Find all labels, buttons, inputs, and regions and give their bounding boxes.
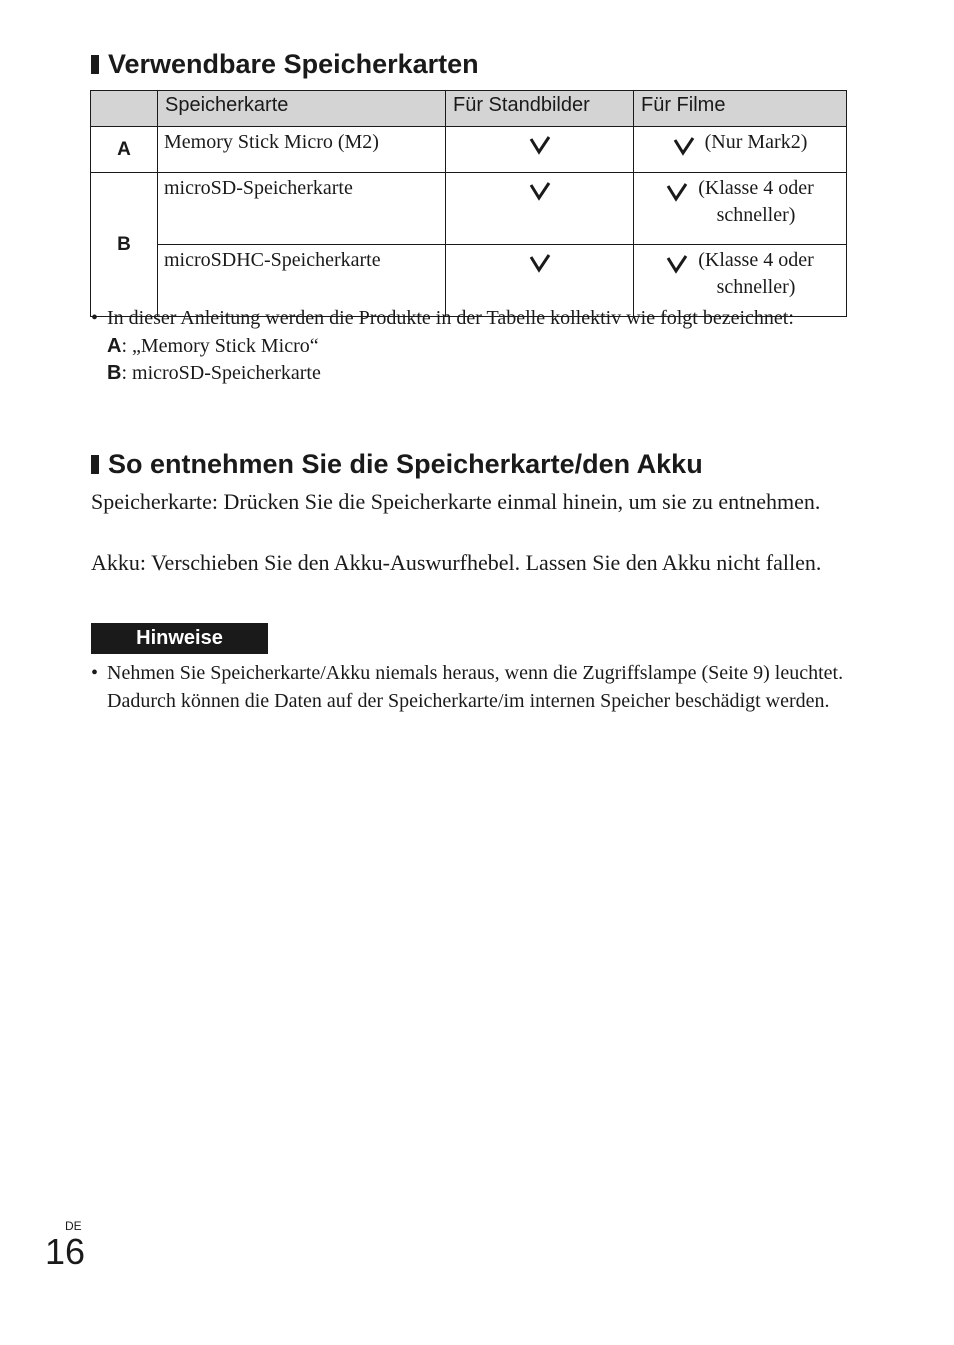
- table-header-movies: Für Filme: [634, 91, 847, 127]
- bullet-icon: •: [91, 307, 99, 329]
- section-title: Verwendbare Speicherkarten: [108, 49, 479, 79]
- card-name: Memory Stick Micro (M2): [158, 127, 446, 173]
- battery-removal-paragraph: Akku: Verschieben Sie den Akku-Auswurfhebel. Lassen Sie den Akku nicht fallen.: [91, 550, 822, 575]
- stills-support-cell: [446, 127, 634, 173]
- table-header-row: [91, 91, 847, 127]
- card-name: microSDHC-Speicherkarte: [158, 245, 446, 317]
- movies-support-cell: [634, 127, 847, 173]
- card-name: microSD-Speicherkarte: [158, 173, 446, 245]
- check-mark-icon: [666, 182, 688, 202]
- check-mark-icon: [666, 254, 688, 274]
- notes-item: [91, 660, 851, 715]
- movies-note: (Nur Mark2): [704, 131, 808, 153]
- definition-key: B: [107, 362, 122, 384]
- notes-label: Hinweise: [91, 623, 268, 654]
- square-bullet-icon: [91, 455, 99, 474]
- table-header-stills: Für Standbilder: [446, 91, 634, 127]
- check-mark-icon: [673, 136, 695, 156]
- table-header-card: Speicherkarte: [158, 91, 446, 127]
- definition-list: [107, 333, 851, 388]
- page-number: 16: [45, 1231, 86, 1272]
- bullet-icon: •: [91, 662, 99, 684]
- notes-item-text: Nehmen Sie Speicherkarte/Akku niemals heraus, wenn die Zugriffslampe (Seite 9) leuchtet. Dadurch können die Daten auf der Speicherkarte/im internen Speicher beschädigt werden.: [107, 662, 844, 712]
- memory-card-removal-paragraph: Speicherkarte: Drücken Sie die Speicherkarte einmal hinein, um sie zu entnehmen.: [91, 489, 821, 514]
- movies-note: [698, 175, 814, 229]
- table-row: [91, 127, 847, 173]
- square-bullet-icon: [91, 55, 99, 74]
- check-mark-icon: [529, 253, 551, 273]
- definition-value: : microSD-Speicherkarte: [121, 362, 321, 384]
- check-mark-icon: [529, 181, 551, 201]
- definition-item: [107, 360, 851, 388]
- definition-key: A: [107, 334, 122, 357]
- movies-note-line: (Klasse 4 oder: [698, 177, 814, 199]
- check-mark-icon: [529, 135, 551, 155]
- table-note-text: In dieser Anleitung werden die Produkte in der Tabelle kollektiv wie folgt bezeichnet:: [107, 307, 794, 329]
- table-note: [91, 305, 851, 388]
- section-heading-removal: [91, 448, 703, 480]
- movies-note-line: schneller): [716, 204, 796, 226]
- section-heading-memory-cards: [91, 48, 479, 80]
- movies-support-cell: [634, 173, 847, 245]
- movies-note-line: schneller): [716, 276, 796, 298]
- movies-note: [698, 247, 814, 301]
- memory-card-table: [90, 90, 847, 317]
- table-header-group: [91, 91, 158, 127]
- language-code: DE: [65, 1219, 82, 1233]
- stills-support-cell: [446, 173, 634, 245]
- definition-item: [107, 333, 851, 361]
- group-label-a: A: [91, 127, 158, 173]
- group-label-b: B: [91, 173, 158, 317]
- movies-note-line: (Klasse 4 oder: [698, 249, 814, 271]
- table-row: [91, 173, 847, 245]
- definition-value: : „Memory Stick Micro“: [121, 334, 319, 357]
- section-title: So entnehmen Sie die Speicherkarte/den Akku: [108, 449, 703, 479]
